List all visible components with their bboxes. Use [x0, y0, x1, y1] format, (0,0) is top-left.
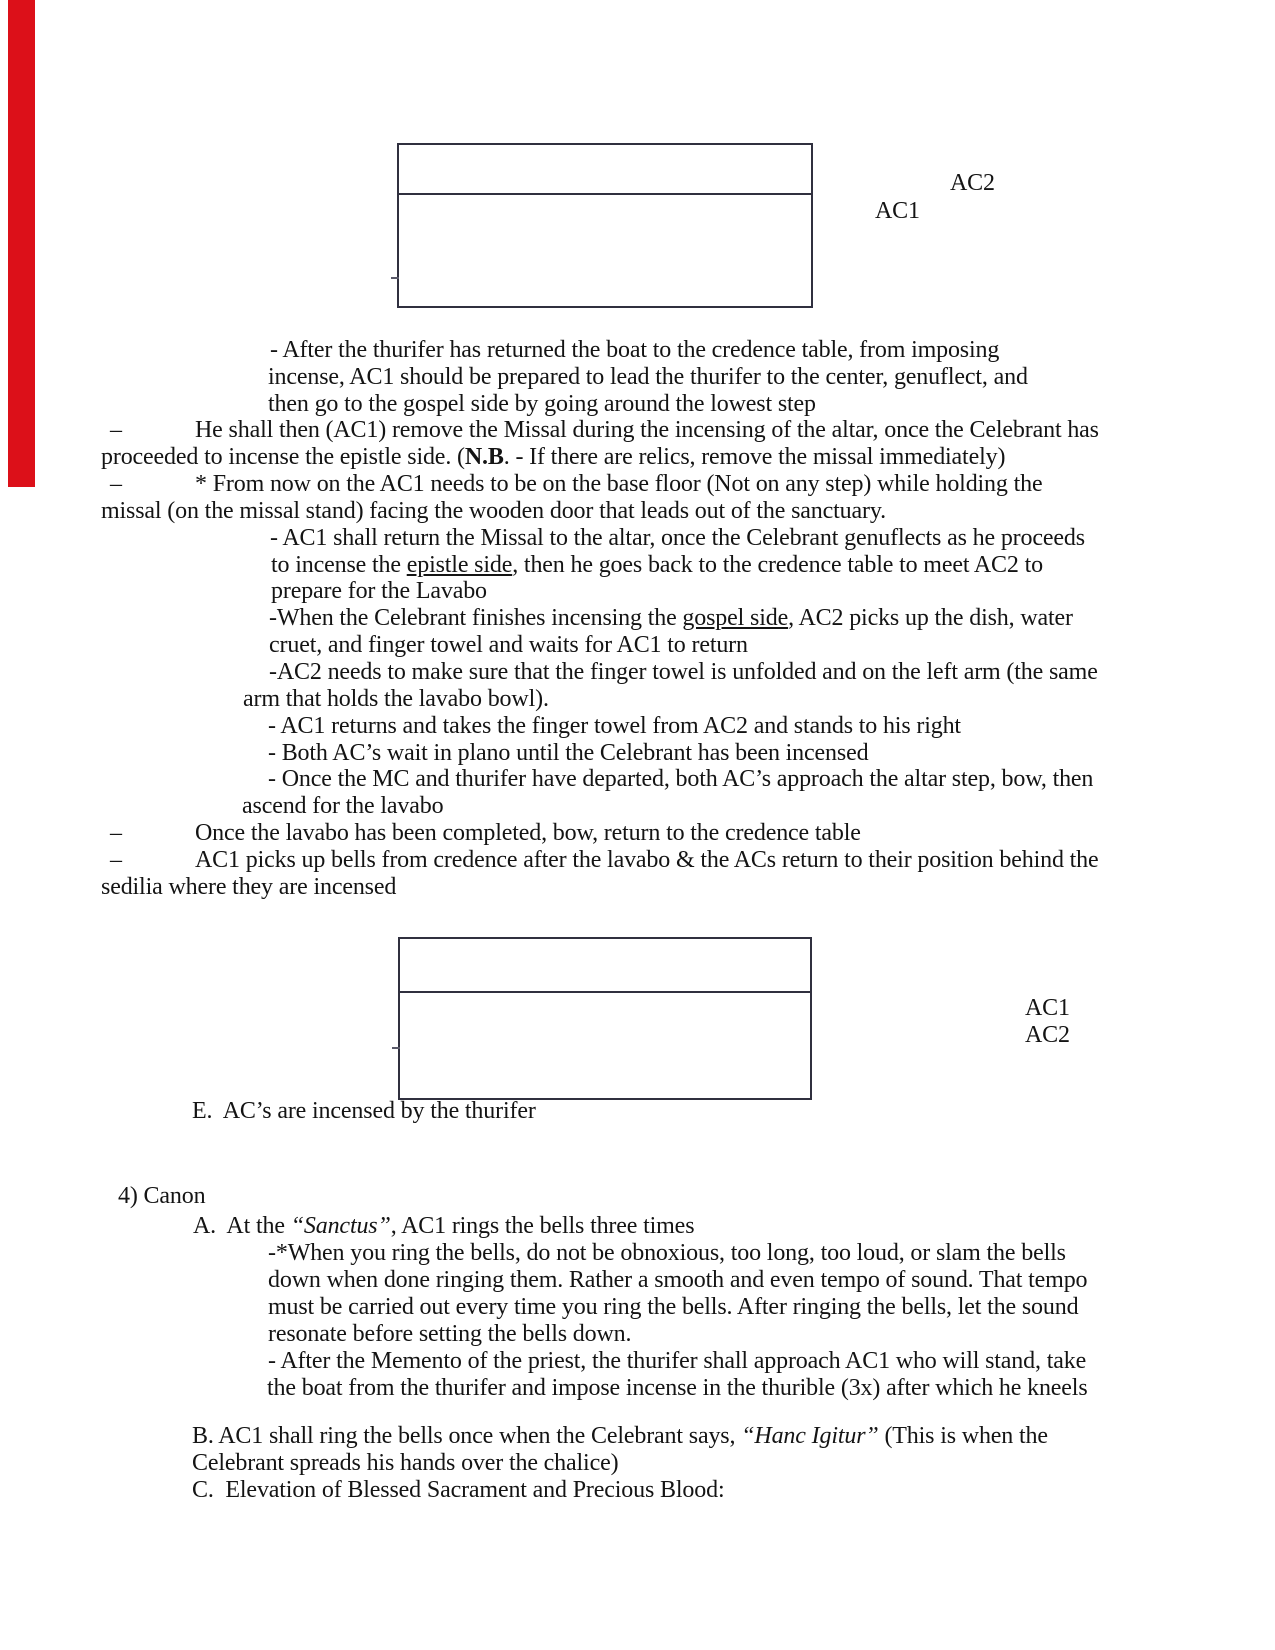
- bullet-dash: –: [110, 820, 122, 846]
- altar-diagram-1-step-notch: [391, 277, 399, 279]
- doc-line: AC1 picks up bells from credence after the lavabo & the ACs return to their position behind the: [195, 847, 1099, 873]
- doc-line: [269, 605, 1073, 632]
- doc-line: down when done ringing them. Rather a smooth and even tempo of sound. That tempo: [268, 1267, 1088, 1293]
- altar-diagram-1: [397, 143, 813, 308]
- doc-line: - Once the MC and thurifer have departed, both AC’s approach the altar step, bow, then: [268, 766, 1094, 792]
- doc-text-bold: N.B: [464, 444, 504, 470]
- doc-line: -*When you ring the bells, do not be obnoxious, too long, too loud, or slam the bells: [268, 1240, 1066, 1266]
- doc-line: - Both AC’s wait in plano until the Celebrant has been incensed: [268, 740, 869, 766]
- doc-line: sedilia where they are incensed: [101, 874, 397, 900]
- bullet-dash: –: [110, 417, 122, 443]
- altar-diagram-2-step-notch: [392, 1047, 400, 1049]
- altar-diagram-2: [398, 937, 812, 1100]
- doc-text-underlined: gospel side: [682, 605, 789, 631]
- doc-line: the boat from the thurifer and impose incense in the thurible (3x) after which he kneels: [267, 1375, 1088, 1401]
- diagram2-label-ac2: AC2: [1025, 1022, 1070, 1048]
- doc-line: cruet, and finger towel and waits for AC1 to return: [269, 632, 748, 658]
- bullet-dash: –: [110, 471, 122, 497]
- doc-line: - AC1 returns and takes the finger towel from AC2 and stands to his right: [268, 713, 961, 739]
- doc-line: He shall then (AC1) remove the Missal during the incensing of the altar, once the Celebrant has: [195, 417, 1099, 443]
- altar-diagram-2-divider: [400, 991, 810, 993]
- doc-line: Celebrant spreads his hands over the chalice): [192, 1450, 619, 1476]
- altar-diagram-1-divider: [399, 193, 811, 195]
- doc-line: Once the lavabo has been completed, bow, return to the credence table: [195, 820, 861, 846]
- doc-text: B. AC1 shall ring the bells once when the Celebrant says,: [192, 1423, 742, 1449]
- doc-text: , then he goes back to the credence table to meet AC2 to: [512, 552, 1043, 578]
- bullet-dash: –: [110, 847, 122, 873]
- doc-text-underlined: epistle side: [406, 552, 513, 578]
- doc-text: A. At the: [193, 1213, 291, 1239]
- doc-text: , AC2 picks up the dish, water: [788, 605, 1073, 631]
- section-heading-canon: 4) Canon: [118, 1183, 206, 1209]
- doc-text: (This is when the: [878, 1423, 1048, 1449]
- diagram2-label-ac1: AC1: [1025, 995, 1070, 1021]
- list-item-b: [192, 1423, 1048, 1450]
- list-item-c: C. Elevation of Blessed Sacrament and Precious Blood:: [192, 1477, 725, 1503]
- doc-line: - After the Memento of the priest, the thurifer shall approach AC1 who will stand, take: [268, 1348, 1087, 1374]
- diagram1-label-ac1: AC1: [875, 198, 920, 224]
- doc-text: to incense the: [271, 552, 407, 578]
- doc-text-italic: “Sanctus”: [290, 1213, 391, 1239]
- doc-line: - After the thurifer has returned the boat to the credence table, from imposing: [270, 337, 1000, 363]
- list-item-a: [193, 1213, 694, 1240]
- doc-text: -When the Celebrant finishes incensing the: [269, 605, 683, 631]
- doc-line: * From now on the AC1 needs to be on the base floor (Not on any step) while holding the: [195, 471, 1043, 497]
- doc-text: . - If there are relics, remove the missal immediately): [503, 444, 1006, 470]
- doc-line: arm that holds the lavabo bowl).: [243, 686, 549, 712]
- doc-text: proceeded to incense the epistle side. (: [101, 444, 465, 470]
- diagram1-label-ac2: AC2: [950, 170, 995, 196]
- doc-line: missal (on the missal stand) facing the wooden door that leads out of the sanctuary.: [101, 498, 886, 524]
- doc-line: [271, 552, 1043, 579]
- doc-line: - AC1 shall return the Missal to the altar, once the Celebrant genuflects as he proceeds: [270, 525, 1085, 551]
- doc-line: [101, 444, 1005, 471]
- doc-line: then go to the gospel side by going around the lowest step: [268, 391, 816, 417]
- list-item-e: E. AC’s are incensed by the thurifer: [192, 1098, 536, 1124]
- doc-line: prepare for the Lavabo: [271, 578, 487, 604]
- doc-text-italic: “Hanc Igitur”: [741, 1423, 879, 1449]
- doc-line: ascend for the lavabo: [242, 793, 444, 819]
- doc-line: -AC2 needs to make sure that the finger towel is unfolded and on the left arm (the same: [269, 659, 1098, 685]
- doc-line: must be carried out every time you ring the bells. After ringing the bells, let the sound: [268, 1294, 1079, 1320]
- doc-text: , AC1 rings the bells three times: [390, 1213, 695, 1239]
- red-margin-bar: [8, 0, 35, 487]
- doc-line: incense, AC1 should be prepared to lead the thurifer to the center, genuflect, and: [268, 364, 1028, 390]
- doc-line: resonate before setting the bells down.: [268, 1321, 632, 1347]
